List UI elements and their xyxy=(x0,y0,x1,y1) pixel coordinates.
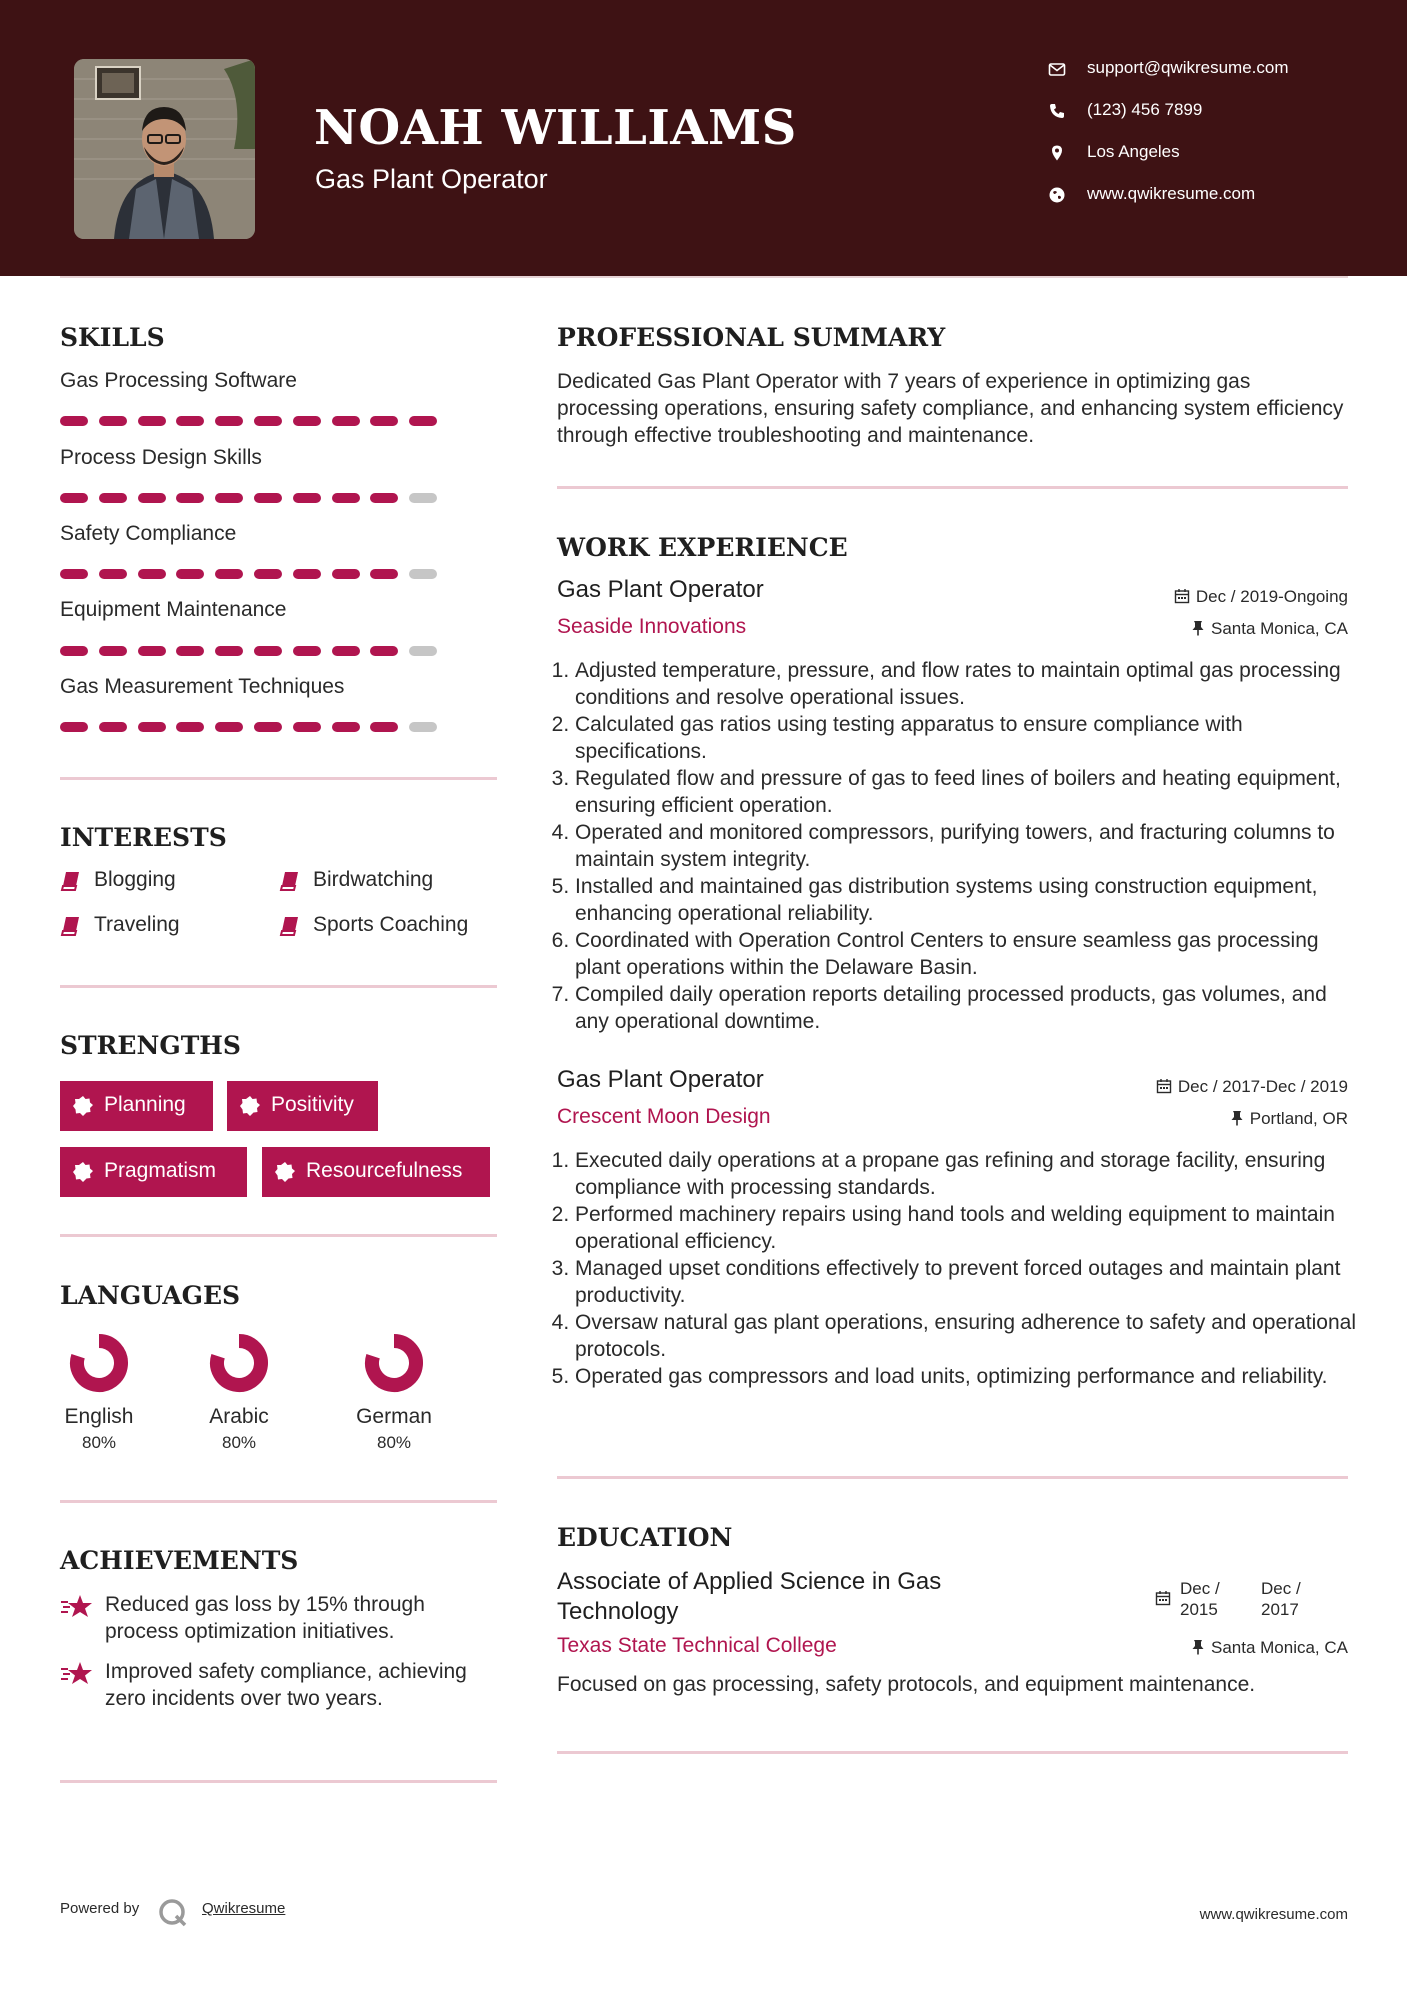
calendar-icon xyxy=(1156,1078,1172,1094)
strength-tag xyxy=(60,1081,213,1131)
language-item xyxy=(184,1331,294,1453)
skill-dash-filled xyxy=(254,722,282,732)
skill-dash-empty xyxy=(409,722,437,732)
skill-rating-bar xyxy=(60,416,440,426)
summary-heading: PROFESSIONAL SUMMARY xyxy=(557,323,946,352)
person-photo-icon xyxy=(74,59,255,239)
skill-dash-filled xyxy=(215,722,243,732)
skill-rating-bar xyxy=(60,722,440,732)
language-name: Arabic xyxy=(209,1405,269,1428)
list-item: 5. Operated gas compressors and load units, optimizing performance and reliability. xyxy=(575,1363,1365,1390)
skill-dash-filled xyxy=(138,646,166,656)
skill-dash-filled xyxy=(60,493,88,503)
contact-website[interactable] xyxy=(1048,182,1348,208)
strength-tag xyxy=(227,1081,378,1131)
location-text: Santa Monica, CA xyxy=(1210,619,1348,638)
skill-dash-filled xyxy=(332,416,360,426)
education-description: Focused on gas processing, safety protocols, and equipment maintenance. xyxy=(557,1673,1256,1696)
degree-title: Associate of Applied Science in Gas Technology xyxy=(557,1568,942,1625)
skill-dash-filled xyxy=(215,493,243,503)
footer-website[interactable]: www.qwikresume.com xyxy=(1199,1906,1348,1923)
skill-dash-filled xyxy=(370,493,398,503)
skill-label: Safety Compliance xyxy=(60,522,237,545)
powered-by-label: Powered by xyxy=(60,1900,140,1917)
profile-photo xyxy=(74,59,255,239)
skill-dash-filled xyxy=(409,416,437,426)
location-text: Santa Monica, CA xyxy=(1210,1638,1348,1657)
skill-dash-filled xyxy=(332,722,360,732)
section-divider xyxy=(60,777,497,780)
skill-rating-bar xyxy=(60,493,440,503)
skill-dash-filled xyxy=(293,722,321,732)
interest-label: Birdwatching xyxy=(313,868,434,891)
badge-star-icon xyxy=(72,1161,94,1183)
language-percent: 80% xyxy=(376,1433,412,1452)
skill-label: Gas Measurement Techniques xyxy=(60,675,345,698)
strength-tag xyxy=(60,1147,247,1197)
skill-dash-filled xyxy=(370,722,398,732)
section-divider xyxy=(557,1751,1348,1754)
language-name: German xyxy=(356,1405,432,1428)
skill-dash-filled xyxy=(176,416,204,426)
skill-dash-filled xyxy=(138,493,166,503)
job-bullets xyxy=(557,657,1365,1035)
skill-dash-filled xyxy=(60,416,88,426)
language-progress-ring xyxy=(362,1331,426,1395)
language-item xyxy=(339,1331,449,1453)
skill-dash-filled xyxy=(176,569,204,579)
header-divider xyxy=(60,276,1348,278)
list-item: 6. Coordinated with Operation Control Centers to ensure seamless gas processing plant operations within the Delaware Basin. xyxy=(575,927,1365,981)
badge-star-icon xyxy=(72,1095,94,1117)
email-text: support@qwikresume.com xyxy=(1087,58,1289,77)
skill-dash-filled xyxy=(332,646,360,656)
company-name: Seaside Innovations xyxy=(557,615,747,638)
skill-dash-filled xyxy=(99,493,127,503)
job-bullets xyxy=(557,1147,1365,1390)
interest-label: Sports Coaching xyxy=(313,913,469,936)
skill-dash-filled xyxy=(370,569,398,579)
skill-dash-filled xyxy=(215,569,243,579)
strength-tag xyxy=(262,1147,490,1197)
skill-dash-filled xyxy=(215,646,243,656)
job-dates xyxy=(1156,1077,1348,1097)
pushpin-icon xyxy=(1191,1639,1205,1655)
section-divider xyxy=(557,486,1348,489)
interest-label: Blogging xyxy=(94,868,176,891)
candidate-role: Gas Plant Operator xyxy=(315,164,548,194)
language-progress-arc xyxy=(372,1341,416,1385)
list-item: 4. Operated and monitored compressors, purifying towers, and fracturing columns to maintain system integrity. xyxy=(575,819,1365,873)
badge-star-icon xyxy=(274,1161,296,1183)
language-progress-ring xyxy=(207,1331,271,1395)
skills-heading: SKILLS xyxy=(60,323,165,352)
phone-icon xyxy=(1048,102,1066,120)
skill-dash-filled xyxy=(99,722,127,732)
skill-dash-filled xyxy=(332,493,360,503)
qwikresume-logo-icon xyxy=(158,1898,188,1928)
list-item: 3. Regulated flow and pressure of gas to feed lines of boilers and heating equipment, ensuring efficient operation. xyxy=(575,765,1365,819)
skill-dash-filled xyxy=(254,569,282,579)
skill-dash-filled xyxy=(332,569,360,579)
phone-text: (123) 456 7899 xyxy=(1087,100,1203,119)
location-text: Los Angeles xyxy=(1087,142,1180,161)
calendar-icon xyxy=(1174,588,1190,604)
list-item: 1. Executed daily operations at a propane gas refining and storage facility, ensuring compliance with processing standards. xyxy=(575,1147,1365,1201)
list-item: 3. Managed upset conditions effectively to prevent forced outages and maintain plant productivity. xyxy=(575,1255,1365,1309)
skill-dash-filled xyxy=(60,646,88,656)
skill-rating-bar xyxy=(60,569,440,579)
job-dates xyxy=(1174,587,1348,607)
contact-email[interactable] xyxy=(1048,56,1348,82)
badge-star-icon xyxy=(239,1095,261,1117)
education-heading: EDUCATION xyxy=(557,1523,733,1552)
interests-heading: INTERESTS xyxy=(60,823,227,852)
map-pin-icon xyxy=(1048,144,1066,162)
list-item: 2. Calculated gas ratios using testing apparatus to ensure compliance with specifications. xyxy=(575,711,1365,765)
resume-header xyxy=(0,0,1407,276)
language-percent: 80% xyxy=(81,1433,117,1452)
star-achievement-icon xyxy=(60,1593,94,1619)
book-icon xyxy=(60,870,82,892)
book-icon xyxy=(60,915,82,937)
languages-heading: LANGUAGES xyxy=(60,1281,241,1310)
skill-dash-filled xyxy=(99,646,127,656)
dates-text: Dec / 2019-Ongoing xyxy=(1195,587,1348,606)
strength-label: Resourcefulness xyxy=(306,1159,463,1182)
achievements-heading: ACHIEVEMENTS xyxy=(60,1546,299,1575)
book-icon xyxy=(279,870,301,892)
star-achievement-icon xyxy=(60,1660,94,1686)
skill-dash-filled xyxy=(293,569,321,579)
strength-label: Pragmatism xyxy=(104,1159,217,1182)
envelope-icon xyxy=(1048,60,1066,78)
language-progress-ring xyxy=(67,1331,131,1395)
skill-dash-filled xyxy=(370,416,398,426)
skill-dash-filled xyxy=(176,722,204,732)
skill-dash-filled xyxy=(99,569,127,579)
globe-icon xyxy=(1048,186,1066,204)
skill-label: Gas Processing Software xyxy=(60,369,297,392)
candidate-name: NOAH WILLIAMS xyxy=(314,100,797,156)
dates-text: Dec / 2017-Dec / 2019 xyxy=(1177,1077,1348,1096)
contact-phone[interactable] xyxy=(1048,98,1348,124)
section-divider xyxy=(60,985,497,988)
language-item xyxy=(44,1331,154,1453)
skill-label: Process Design Skills xyxy=(60,446,262,469)
calendar-icon xyxy=(1155,1590,1171,1606)
job-location xyxy=(1191,619,1348,639)
school-name: Texas State Technical College xyxy=(557,1634,837,1657)
skill-dash-filled xyxy=(176,646,204,656)
skill-dash-filled xyxy=(60,569,88,579)
achievement-text: Improved safety compliance, achieving zero incidents over two years. xyxy=(105,1660,467,1710)
start-date: Dec / 2015 xyxy=(1180,1579,1220,1619)
language-progress-arc xyxy=(217,1341,261,1385)
list-item: 2. Performed machinery repairs using hand tools and welding equipment to maintain operational efficiency. xyxy=(575,1201,1365,1255)
skill-dash-filled xyxy=(293,493,321,503)
section-divider xyxy=(557,1476,1348,1479)
skill-dash-empty xyxy=(409,646,437,656)
skill-dash-filled xyxy=(60,722,88,732)
language-percent: 80% xyxy=(221,1433,257,1452)
strength-label: Planning xyxy=(104,1093,186,1116)
qwikresume-link[interactable]: Qwikresume xyxy=(202,1900,286,1917)
location-text: Portland, OR xyxy=(1249,1109,1348,1128)
list-item: 4. Oversaw natural gas plant operations, ensuring adherence to safety and operational protocols. xyxy=(575,1309,1365,1363)
end-date: Dec / 2017 xyxy=(1261,1579,1301,1619)
skill-dash-filled xyxy=(293,646,321,656)
section-divider xyxy=(60,1500,497,1503)
skill-dash-filled xyxy=(293,416,321,426)
achievement-text: Reduced gas loss by 15% through process optimization initiatives. xyxy=(105,1593,425,1643)
list-item: 1. Adjusted temperature, pressure, and flow rates to maintain optimal gas processing conditions and resolve operational issues. xyxy=(575,657,1365,711)
list-item: 5. Installed and maintained gas distribution systems using construction equipment, enhancing operational reliability. xyxy=(575,873,1365,927)
list-item: 7. Compiled daily operation reports detailing processed products, gas volumes, and any operational downtime. xyxy=(575,981,1365,1035)
company-name: Crescent Moon Design xyxy=(557,1105,771,1128)
skill-dash-filled xyxy=(138,416,166,426)
strengths-heading: STRENGTHS xyxy=(60,1031,241,1060)
contact-location xyxy=(1048,140,1348,166)
skill-dash-filled xyxy=(254,493,282,503)
achievement-item xyxy=(60,1658,500,1712)
skill-dash-filled xyxy=(176,493,204,503)
skill-dash-filled xyxy=(215,416,243,426)
job-title: Gas Plant Operator xyxy=(557,576,764,603)
skill-label: Equipment Maintenance xyxy=(60,598,287,621)
skill-dash-filled xyxy=(138,569,166,579)
section-divider xyxy=(60,1780,497,1783)
book-icon xyxy=(279,915,301,937)
skill-dash-filled xyxy=(99,416,127,426)
section-divider xyxy=(60,1234,497,1237)
education-location xyxy=(1191,1638,1348,1658)
language-name: English xyxy=(64,1405,134,1428)
experience-heading: WORK EXPERIENCE xyxy=(557,533,848,562)
pushpin-icon xyxy=(1230,1110,1244,1126)
strength-label: Positivity xyxy=(271,1093,354,1116)
interest-label: Traveling xyxy=(94,913,180,936)
skill-dash-filled xyxy=(138,722,166,732)
summary-text: Dedicated Gas Plant Operator with 7 years of experience in optimizing gas processing operations, ensuring safety compliance, and enhancing system efficiency through effective troubleshooting and maintenance. xyxy=(557,370,1344,447)
skill-dash-empty xyxy=(409,493,437,503)
skill-rating-bar xyxy=(60,646,440,656)
achievement-item xyxy=(60,1591,500,1645)
job-location xyxy=(1230,1109,1348,1129)
skill-dash-filled xyxy=(370,646,398,656)
website-text: www.qwikresume.com xyxy=(1087,184,1256,203)
pushpin-icon xyxy=(1191,620,1205,636)
skill-dash-filled xyxy=(254,646,282,656)
language-progress-arc xyxy=(77,1341,121,1385)
job-title: Gas Plant Operator xyxy=(557,1066,764,1093)
skill-dash-empty xyxy=(409,569,437,579)
skill-dash-filled xyxy=(254,416,282,426)
